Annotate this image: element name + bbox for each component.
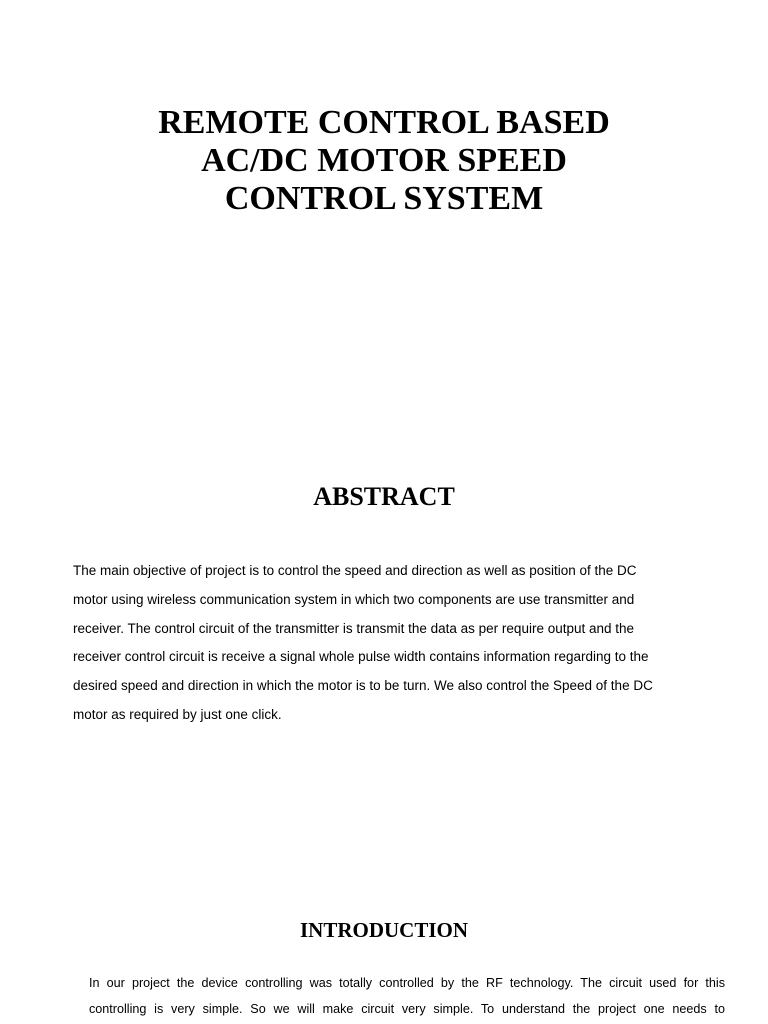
introduction-heading: INTRODUCTION [299, 918, 469, 942]
paragraph-line: motor using wireless communication system in which two components are use transmitter and [73, 591, 635, 607]
paragraph-line: desired speed and direction in which the motor is to be turn. We also control the Speed of the DC [73, 678, 653, 694]
title-line: CONTROL SYSTEM [224, 180, 544, 217]
paragraph-line: receiver. The control circuit of the transmitter is transmit the data as per require output and the [73, 620, 635, 636]
paragraph-line: In our project the device controlling was totally controlled by the RF technology. The circuit used for this [89, 976, 725, 990]
abstract-paragraph [73, 557, 733, 730]
abstract-heading: ABSTRACT [313, 482, 455, 511]
paragraph-line: The main objective of project is to control the speed and direction as well as position of the DC [73, 563, 637, 578]
paragraph-line: motor as required by just one click. [73, 706, 282, 722]
paragraph-line: controlling is very simple. So we will make circuit very simple. To understand the project one needs to [89, 1002, 725, 1016]
document-title [0, 104, 768, 218]
title-line: REMOTE CONTROL BASED [158, 104, 610, 141]
introduction-paragraph [89, 970, 725, 1022]
title-line: AC/DC MOTOR SPEED [201, 142, 567, 179]
paragraph-line: receiver control circuit is receive a signal whole pulse width contains information regarding to the [73, 649, 649, 665]
